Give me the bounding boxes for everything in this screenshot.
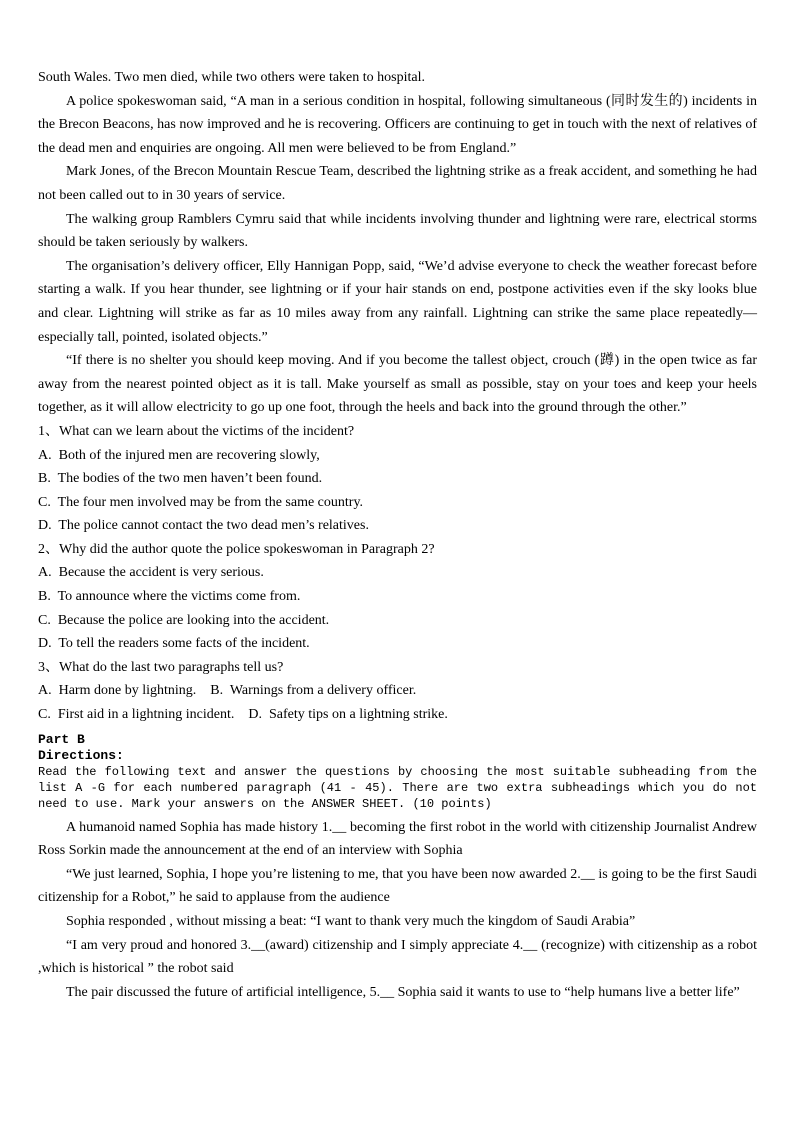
passage-b-section bbox=[38, 816, 757, 1005]
part-b-heading: Part B bbox=[38, 731, 85, 747]
option-line: A. Because the accident is very serious. bbox=[38, 565, 264, 581]
option-line: C. First aid in a lightning incident. D. Safety tips on a lightning strike. bbox=[38, 707, 448, 723]
option-line: C. Because the police are looking into the accident. bbox=[38, 612, 330, 628]
passage-paragraph: “If there is no shelter you should keep moving. And if you become the tallest object, crouch (蹲) in the open twice as far away from the nearest pointed object as it is tall. Make yourself as small as possible, stay on your toes and keep your heels together, as it will allow electricity to go up one foot, through the heels and back into the ground through the other.” bbox=[38, 353, 757, 416]
questions-section bbox=[38, 420, 757, 727]
passage-paragraph: A police spokeswoman said, “A man in a serious condition in hospital, following simultaneous (同时发生的) incidents in the Brecon Beacons, has now improved and he is recovering. Officers are continuing to get in touch with the next of relatives of the dead men and enquiries are ongoing. All men were believed to be from England.” bbox=[38, 93, 757, 156]
passage-paragraph: A humanoid named Sophia has made history 1.__ becoming the first robot in the world with citizenship Journalist Andrew Ross Sorkin made the announcement at the end of an interview with Sophia bbox=[38, 819, 757, 859]
question-text: 1、What can we learn about the victims of the incident? bbox=[38, 423, 355, 439]
directions-text: Read the following text and answer the questions by choosing the most suitable subheading from the list A -G for each numbered paragraph (41 - 45). There are two extra subheadings which you do not need to use. Mark your answers on the ANSWER SHEET. (10 points) bbox=[38, 764, 757, 811]
passage-paragraph: The organisation’s delivery officer, Elly Hannigan Popp, said, “We’d advise everyone to check the weather forecast before starting a walk. If you hear thunder, see lightning or if your hair stands on end, postpone activities even if the sky looks blue and clear. Lightning will strike as far as 10 miles away from any rainfall. Lightning can strike the same place repeatedly—especially tall, pointed, isolated objects.” bbox=[38, 258, 757, 345]
option-line: A. Harm done by lightning. B. Warnings from a delivery officer. bbox=[38, 683, 417, 699]
part-b-section bbox=[38, 732, 757, 812]
directions-label: Directions: bbox=[38, 747, 124, 763]
option-line: C. The four men involved may be from the same country. bbox=[38, 494, 364, 510]
passage-paragraph: Mark Jones, of the Brecon Mountain Rescue Team, described the lightning strike as a freak accident, and something he had not been called out to in 30 years of service. bbox=[38, 164, 757, 203]
passage-paragraph: “I am very proud and honored 3.__(award) citizenship and I simply appreciate 4.__ (recognize) with citizenship as a robot ,which is historical ” the robot said bbox=[38, 937, 757, 977]
passage-paragraph: “We just learned, Sophia, I hope you’re listening to me, that you have been now awarded 2.__ is going to be the first Saudi citizenship for a Robot,” he said to applause from the audience bbox=[38, 866, 757, 906]
reading-passage-a bbox=[38, 66, 757, 420]
option-line: B. The bodies of the two men haven’t been found. bbox=[38, 471, 323, 487]
option-line: D. To tell the readers some facts of the incident. bbox=[38, 636, 310, 652]
question-text: 3、What do the last two paragraphs tell us? bbox=[38, 659, 284, 675]
question-text: 2、Why did the author quote the police spokeswoman in Paragraph 2? bbox=[38, 541, 435, 557]
option-line: A. Both of the injured men are recovering slowly, bbox=[38, 447, 320, 463]
option-line: D. The police cannot contact the two dead men’s relatives. bbox=[38, 518, 369, 534]
passage-paragraph: The walking group Ramblers Cymru said that while incidents involving thunder and lightning were rare, electrical storms should be taken seriously by walkers. bbox=[38, 211, 757, 251]
option-line: B. To announce where the victims come from. bbox=[38, 589, 301, 605]
passage-paragraph: Sophia responded , without missing a beat: “I want to thank very much the kingdom of Saudi Arabia” bbox=[66, 914, 636, 929]
passage-paragraph: South Wales. Two men died, while two others were taken to hospital. bbox=[38, 70, 425, 85]
passage-paragraph: The pair discussed the future of artificial intelligence, 5.__ Sophia said it wants to use to “help humans live a better life” bbox=[66, 984, 740, 1000]
